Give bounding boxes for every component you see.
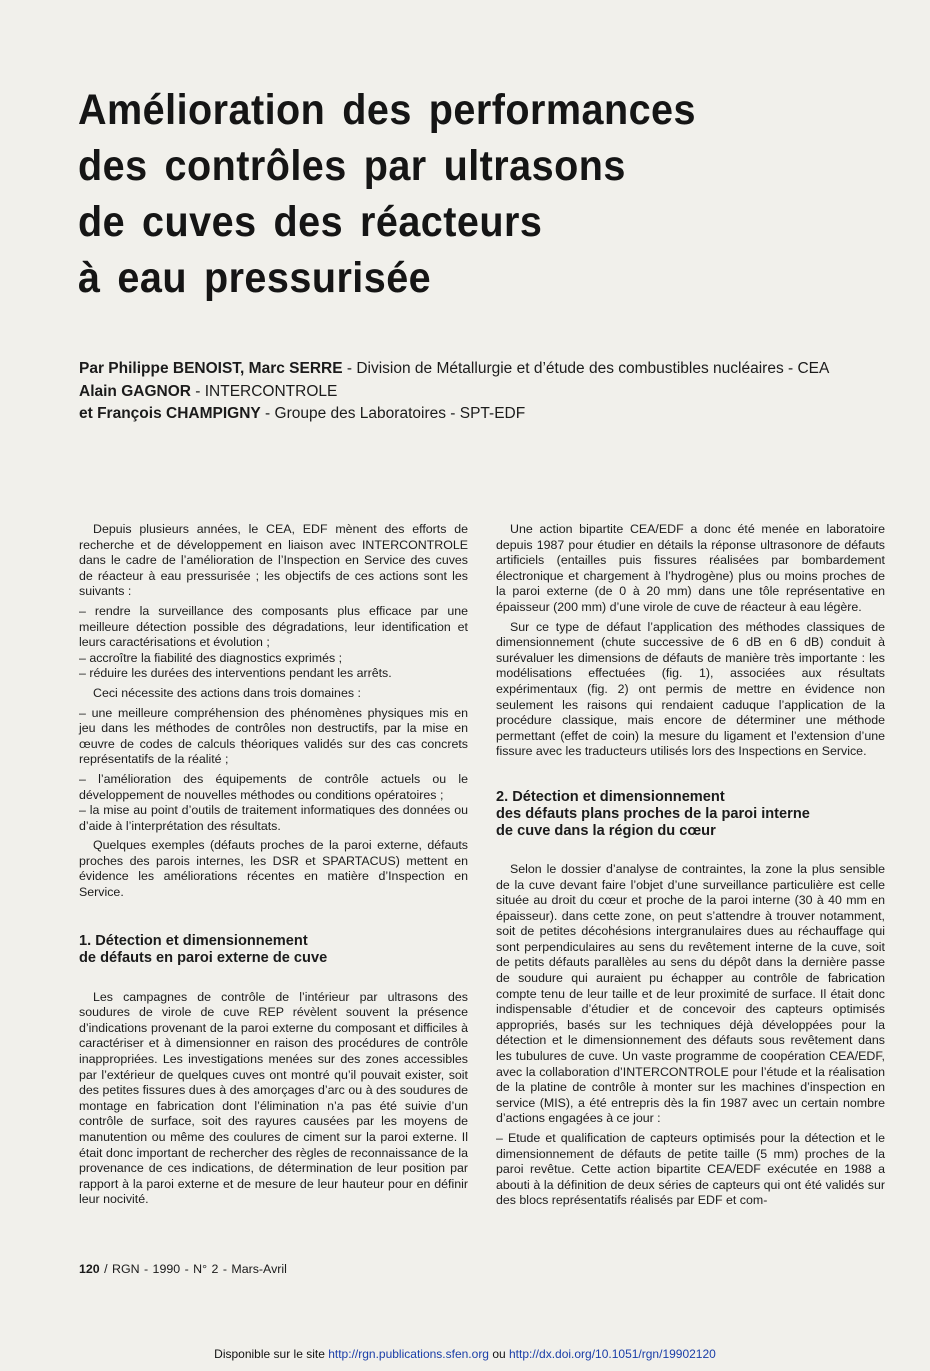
author-line bbox=[79, 381, 909, 404]
paragraph: Selon le dossier d’analyse de contraintes, la zone la plus sensible de la cuve devant faire l’objet d’une surveillance particulière est celle située au droit du cœur et proche de la paroi interne (30 à 40 mm en épaisseur). dans cette zone, on peut s’attendre à trouver notamment, soit de petites décohésions intergranulaires dues au réchauffage qui sont perpendiculaires au sens du revêtement interne de la cuve, soit de petits défauts parallèles au sens du dépôt dans la dernière passe de soudure qui auraient pu échapper au contrôle de fabrication compte tenu de leur taille et de leur proximité de surface. Il était donc indispensable d’étudier et de concevoir des capteurs optimisés appropriés, basés sur les techniques déjà développées pour la détection et le dimensionnement des défauts sous revêtement dans les tubulures de cuve. Un vaste programme de coopération CEA/EDF, avec la collaboration d’INTERCONTROLE pour l’étude et la réalisation de la platine de contrôle à monter sur les machines d’inspection en service (MIS), a été entrepris dès la fin 1987 avec un certain nombre d’actions engagées à ce jour : bbox=[496, 861, 885, 1126]
author-names: et François CHAMPIGNY bbox=[79, 405, 261, 422]
list-item: – l’amélioration des équipements de contrôle actuels ou le développement de nouvelles méthodes ou conditions opératoires ; bbox=[79, 771, 468, 802]
paragraph: Les campagnes de contrôle de l’intérieur par ultrasons des soudures de virole de cuve REP révèlent souvent la présence d’indications provenant de la paroi externe du composant et difficiles à caractériser et à dimensionner en raison des procédures de contrôle inappropriées. Les investigations menées sur des zones accessibles par l’extérieur de quelques cuves ont montré qu’il pouvait exister, soit des petites fissures dues à des amorçages d’arc ou à des soudures de montage en fabrication dont l’élimination n’a pas été suivie d’un contrôle de surface, soit des rayures causées par les moyens de manutention ou même des coulures de ciment sur la paroi externe. Il était donc important de rechercher des règles de reconnaissance de la provenance de ces indications, de détermination de leur position par rapport à la paroi externe et de mesure de leur hauteur pour en définir leur nocivité. bbox=[79, 989, 468, 1207]
paragraph: Depuis plusieurs années, le CEA, EDF mènent des efforts de recherche et de développement en liaison avec INTERCONTROLE dans le cadre de l’amélioration de l’Inspection en Service des cuves de réacteur à eau pressurisée ; les objectifs de ces actions sont les suivants : bbox=[79, 522, 468, 599]
author-affiliation: - INTERCONTROLE bbox=[190, 382, 338, 400]
paragraph: Sur ce type de défaut l’application des méthodes classiques de dimensionnement (chute successive de 6 dB en 6 dB) conduit à surévaluer les dimensions de défauts de manière très importante : les modélisations effectuées (fig. 1), associées aux résultats expérimentaux (fig. 2) ont permis de mettre en évidence non seulement les raisons qui rendaient caduque l’application de la procédure classique, mais encore de déterminer une méthode permettant (effet de coin) la mesure du ligament et l’extension d’une fissure avec les traducteurs utilisés lors des Inspections en Service. bbox=[496, 619, 885, 759]
doi-link[interactable]: http://dx.doi.org/10.1051/rgn/19902120 bbox=[509, 1347, 716, 1361]
author-block bbox=[79, 358, 909, 426]
availability-separator: ou bbox=[488, 1347, 509, 1361]
section-heading-line: de défauts en paroi externe de cuve bbox=[79, 949, 328, 966]
author-affiliation: - Division de Métallurgie et d’étude des combustibles nucléaires - CEA bbox=[342, 360, 830, 377]
list-item: – la mise au point d’outils de traitement informatiques des données ou d’aide à l’interprétation des résultats. bbox=[79, 803, 468, 833]
section-heading-line: 1. Détection et dimensionnement bbox=[79, 932, 308, 949]
paragraph: Ceci nécessite des actions dans trois domaines : bbox=[93, 685, 361, 700]
paragraph: Quelques exemples (défauts proches de la paroi externe, défauts proches des parois internes, les DSR et SPARTACUS) mettent en évidence les améliorations récentes en matière d’Inspection en Service. bbox=[79, 838, 468, 900]
section-heading-line: des défauts plans proches de la paroi interne bbox=[496, 805, 810, 822]
paragraph: Une action bipartite CEA/EDF a donc été menée en laboratoire depuis 1987 pour étudier en détails la réponse ultrasonore de défauts artificiels (entailles puis fissures réalisées par bombardement électronique et chargement à l’hydrogène) plus ou moins proches de la paroi externe (de 0 à 20 mm) dans une tôle représentative en épaisseur (200 mm) d’une virole de cuve de réacteur à eau légère. bbox=[496, 522, 885, 614]
title-line: de cuves des réacteurs bbox=[78, 198, 543, 246]
author-line bbox=[79, 403, 909, 426]
page-number: 120 bbox=[79, 1262, 100, 1276]
page-footer bbox=[79, 1262, 287, 1276]
author-names: Par Philippe BENOIST, Marc SERRE bbox=[79, 360, 343, 377]
journal-reference: / RGN - 1990 - N° 2 - Mars-Avril bbox=[99, 1262, 287, 1276]
publisher-link[interactable]: http://rgn.publications.sfen.org bbox=[328, 1347, 489, 1361]
title-line: à eau pressurisée bbox=[78, 254, 432, 302]
section-heading bbox=[79, 933, 468, 967]
list-item: – réduire les durées des interventions pendant les arrêts. bbox=[79, 666, 392, 681]
left-column bbox=[79, 522, 468, 1208]
availability-notice bbox=[0, 1347, 930, 1361]
section-heading-line: de cuve dans la région du cœur bbox=[496, 822, 716, 839]
title-line: Amélioration des performances bbox=[78, 86, 696, 134]
author-names: Alain GAGNOR bbox=[79, 382, 191, 400]
section-heading bbox=[496, 789, 885, 840]
availability-prefix: Disponible sur le site bbox=[214, 1347, 329, 1361]
author-line bbox=[79, 358, 909, 381]
article-title bbox=[78, 82, 777, 306]
list-item: – une meilleure compréhension des phénomènes physiques mis en jeu dans les méthodes de contrôles non destructifs, par la mise en œuvre de codes de calculs théoriques validés sur des cas concrets représentatifs de la réalité ; bbox=[79, 705, 468, 767]
list-item: – Etude et qualification de capteurs optimisés pour la détection et le dimensionnement de défauts de petite taille (5 mm) proches de la paroi revêtue. Cette action bipartite CEA/EDF exécutée en 1988 a abouti à la définition de deux séries de capteurs qui ont été validés sur des blocs représentatifs réalisés par EDF et com- bbox=[496, 1131, 885, 1208]
list-item: – accroître la fiabilité des diagnostics exprimés ; bbox=[79, 650, 343, 665]
title-line: des contrôles par ultrasons bbox=[78, 142, 626, 190]
list-item: – rendre la surveillance des composants plus efficace par une meilleure détection possible des dégradations, leur identification et leurs caractérisations et évolution ; bbox=[79, 603, 468, 650]
section-heading-line: 2. Détection et dimensionnement bbox=[496, 788, 725, 805]
right-column bbox=[496, 522, 885, 1209]
author-affiliation: - Groupe des Laboratoires - SPT-EDF bbox=[260, 405, 526, 422]
